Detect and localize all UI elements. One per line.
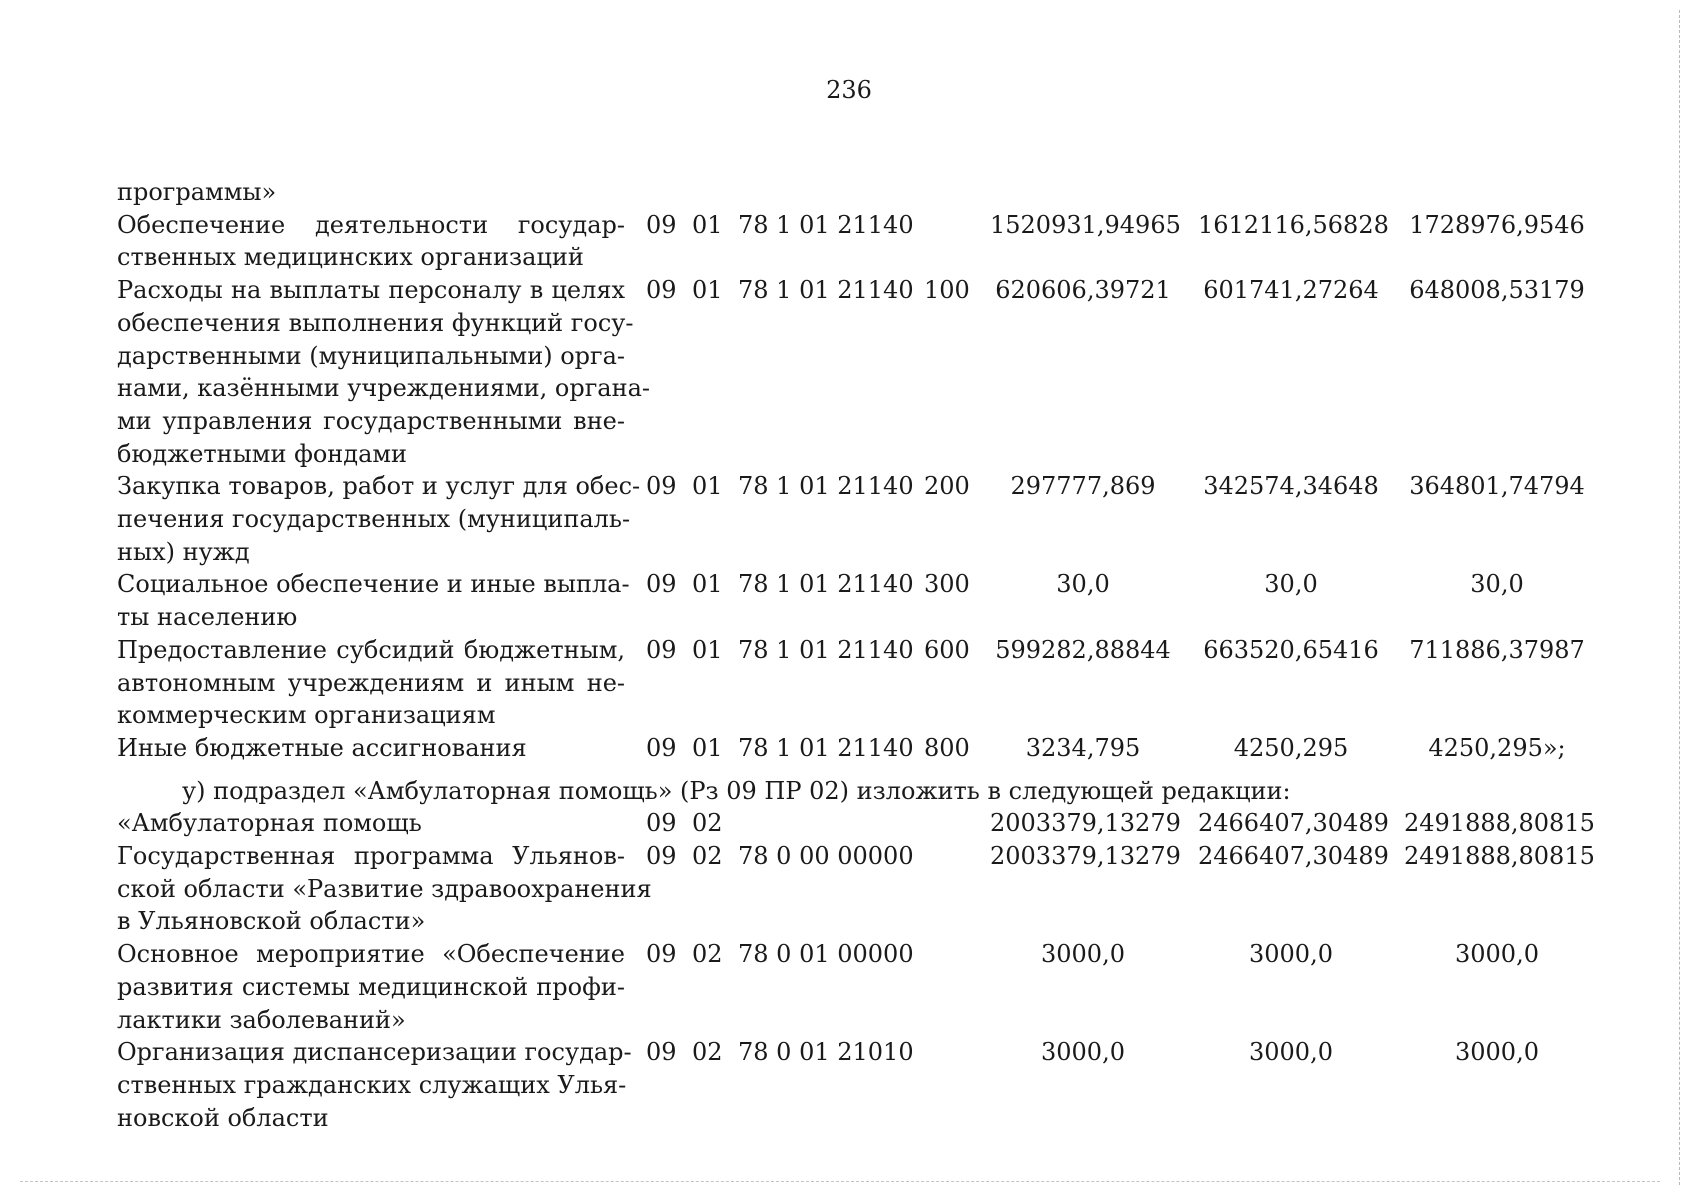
description-line: программы» (117, 178, 277, 206)
value-year-2: 3000,0 (1249, 940, 1333, 969)
value-year-1: 2003379,13279 (990, 809, 1181, 838)
code-pr: 02 (692, 842, 723, 870)
code-rz: 09 (646, 210, 677, 239)
description-line: ты населению (117, 603, 298, 632)
description-line: Расходы на выплаты персоналу в целях (117, 276, 625, 305)
row-description (117, 470, 641, 568)
code-rz: 09 (646, 1038, 677, 1067)
code-pr: 01 (692, 276, 723, 305)
code-rz: 09 (646, 635, 677, 664)
row-description (117, 176, 625, 209)
code-vr: 600 (924, 635, 970, 664)
value-year-1: 3000,0 (1041, 940, 1125, 969)
page-number: 236 (826, 76, 872, 104)
code-csr: 78 1 01 21140 (738, 570, 914, 599)
value-year-3: 711886,37987 (1409, 635, 1585, 664)
description-line: ных) нужд (117, 537, 250, 566)
description-line: ской области «Развитие здравоохранения (117, 874, 652, 903)
value-year-3: 648008,53179 (1409, 276, 1585, 305)
value-year-2: 601741,27264 (1203, 276, 1379, 305)
description-line: бюджетными фондами (117, 439, 408, 468)
description-line: Обеспечение деятельности государ- (117, 210, 625, 239)
value-year-2: 30,0 (1264, 570, 1318, 599)
value-year-3: 3000,0 (1455, 940, 1539, 969)
row-description (117, 634, 625, 732)
value-year-3: 3000,0 (1455, 1038, 1539, 1067)
description-line: Основное мероприятие «Обеспечение (117, 940, 625, 969)
value-year-1: 1520931,94965 (990, 210, 1181, 239)
description-line: обеспечения выполнения функций госу- (117, 308, 634, 337)
value-year-3: 2491888,80815 (1404, 842, 1595, 870)
row-description (117, 938, 625, 1036)
code-csr: 78 1 01 21140 (738, 276, 914, 305)
code-vr: 300 (924, 570, 970, 599)
value-year-3: 30,0 (1470, 570, 1524, 599)
value-year-1: 599282,88844 (995, 635, 1171, 664)
code-pr: 02 (692, 809, 723, 838)
value-year-2: 663520,65416 (1203, 635, 1379, 664)
value-year-1: 30,0 (1056, 570, 1110, 599)
code-rz: 09 (646, 842, 677, 870)
description-line: дарственными (муниципальными) орга- (117, 341, 626, 370)
code-rz: 09 (646, 733, 677, 762)
description-line: «Амбулаторная помощь (117, 809, 422, 838)
amendment-paragraph: у) подраздел «Амбулаторная помощь» (Рз 09 ПР 02) изложить в следующей редакции: (182, 776, 1291, 805)
value-year-1: 620606,39721 (995, 276, 1171, 305)
description-line: ственных медицинских организаций (117, 243, 584, 272)
row-description (117, 1036, 632, 1134)
code-rz: 09 (646, 472, 677, 501)
code-csr: 78 0 01 00000 (738, 940, 914, 969)
code-pr: 02 (692, 1038, 723, 1067)
row-description (117, 840, 652, 938)
description-line: Закупка товаров, работ и услуг для обес- (117, 472, 641, 501)
code-pr: 01 (692, 472, 723, 501)
code-csr: 78 1 01 21140 (738, 635, 914, 664)
row-description (117, 209, 625, 274)
value-year-1: 3000,0 (1041, 1038, 1125, 1067)
description-line: Государственная программа Ульянов- (117, 842, 625, 870)
description-line: Иные бюджетные ассигнования (117, 733, 527, 762)
code-csr: 78 0 00 00000 (738, 842, 914, 870)
value-year-3: 2491888,80815 (1404, 809, 1595, 838)
value-year-2: 2466407,30489 (1198, 842, 1389, 870)
description-line: печения государственных (муниципаль- (117, 505, 631, 533)
value-year-3: 1728976,9546 (1409, 210, 1585, 239)
code-vr: 800 (924, 733, 970, 762)
code-rz: 09 (646, 809, 677, 838)
value-year-1: 297777,869 (1010, 472, 1156, 501)
code-csr: 78 1 01 21140 (738, 210, 914, 239)
row-description (117, 732, 625, 765)
code-pr: 01 (692, 570, 723, 599)
description-line: в Ульяновской области» (117, 907, 426, 936)
description-line: автономным учреждениям и иным не- (117, 668, 625, 697)
description-line: лактики заболеваний» (117, 1005, 406, 1034)
code-rz: 09 (646, 570, 677, 599)
code-vr: 200 (924, 472, 970, 501)
code-pr: 01 (692, 210, 723, 239)
code-csr: 78 1 01 21140 (738, 472, 914, 501)
value-year-2: 1612116,56828 (1198, 210, 1389, 239)
value-year-2: 3000,0 (1249, 1038, 1333, 1067)
code-pr: 01 (692, 733, 723, 762)
code-csr: 78 1 01 21140 (738, 733, 914, 762)
description-line: нами, казёнными учреждениями, органа- (117, 374, 650, 403)
description-line: развития системы медицинской профи- (117, 972, 625, 1001)
code-vr: 100 (924, 276, 970, 305)
code-csr: 78 0 01 21010 (738, 1038, 914, 1067)
description-line: Организация диспансеризации государ- (117, 1038, 632, 1067)
code-rz: 09 (646, 940, 677, 969)
description-line: Предоставление субсидий бюджетным, (117, 635, 625, 664)
scan-edge-bottom (20, 1180, 1660, 1182)
code-pr: 01 (692, 635, 723, 664)
description-line: Социальное обеспечение и иные выпла- (117, 570, 630, 599)
value-year-2: 2466407,30489 (1198, 809, 1389, 838)
value-year-3: 364801,74794 (1409, 472, 1585, 501)
value-year-3: 4250,295»; (1428, 733, 1566, 762)
row-description (117, 807, 625, 840)
value-year-2: 342574,34648 (1203, 472, 1379, 501)
scan-edge-right (1678, 10, 1680, 1185)
description-line: ственных гражданских служащих Улья- (117, 1070, 627, 1099)
value-year-1: 3234,795 (1025, 733, 1141, 762)
code-rz: 09 (646, 276, 677, 305)
row-description (117, 274, 650, 470)
row-description (117, 568, 630, 633)
description-line: ми управления государственными вне- (117, 406, 625, 435)
code-pr: 02 (692, 940, 723, 969)
description-line: коммерческим организациям (117, 701, 496, 730)
value-year-1: 2003379,13279 (990, 842, 1181, 870)
value-year-2: 4250,295 (1233, 733, 1349, 762)
description-line: новской области (117, 1103, 329, 1132)
